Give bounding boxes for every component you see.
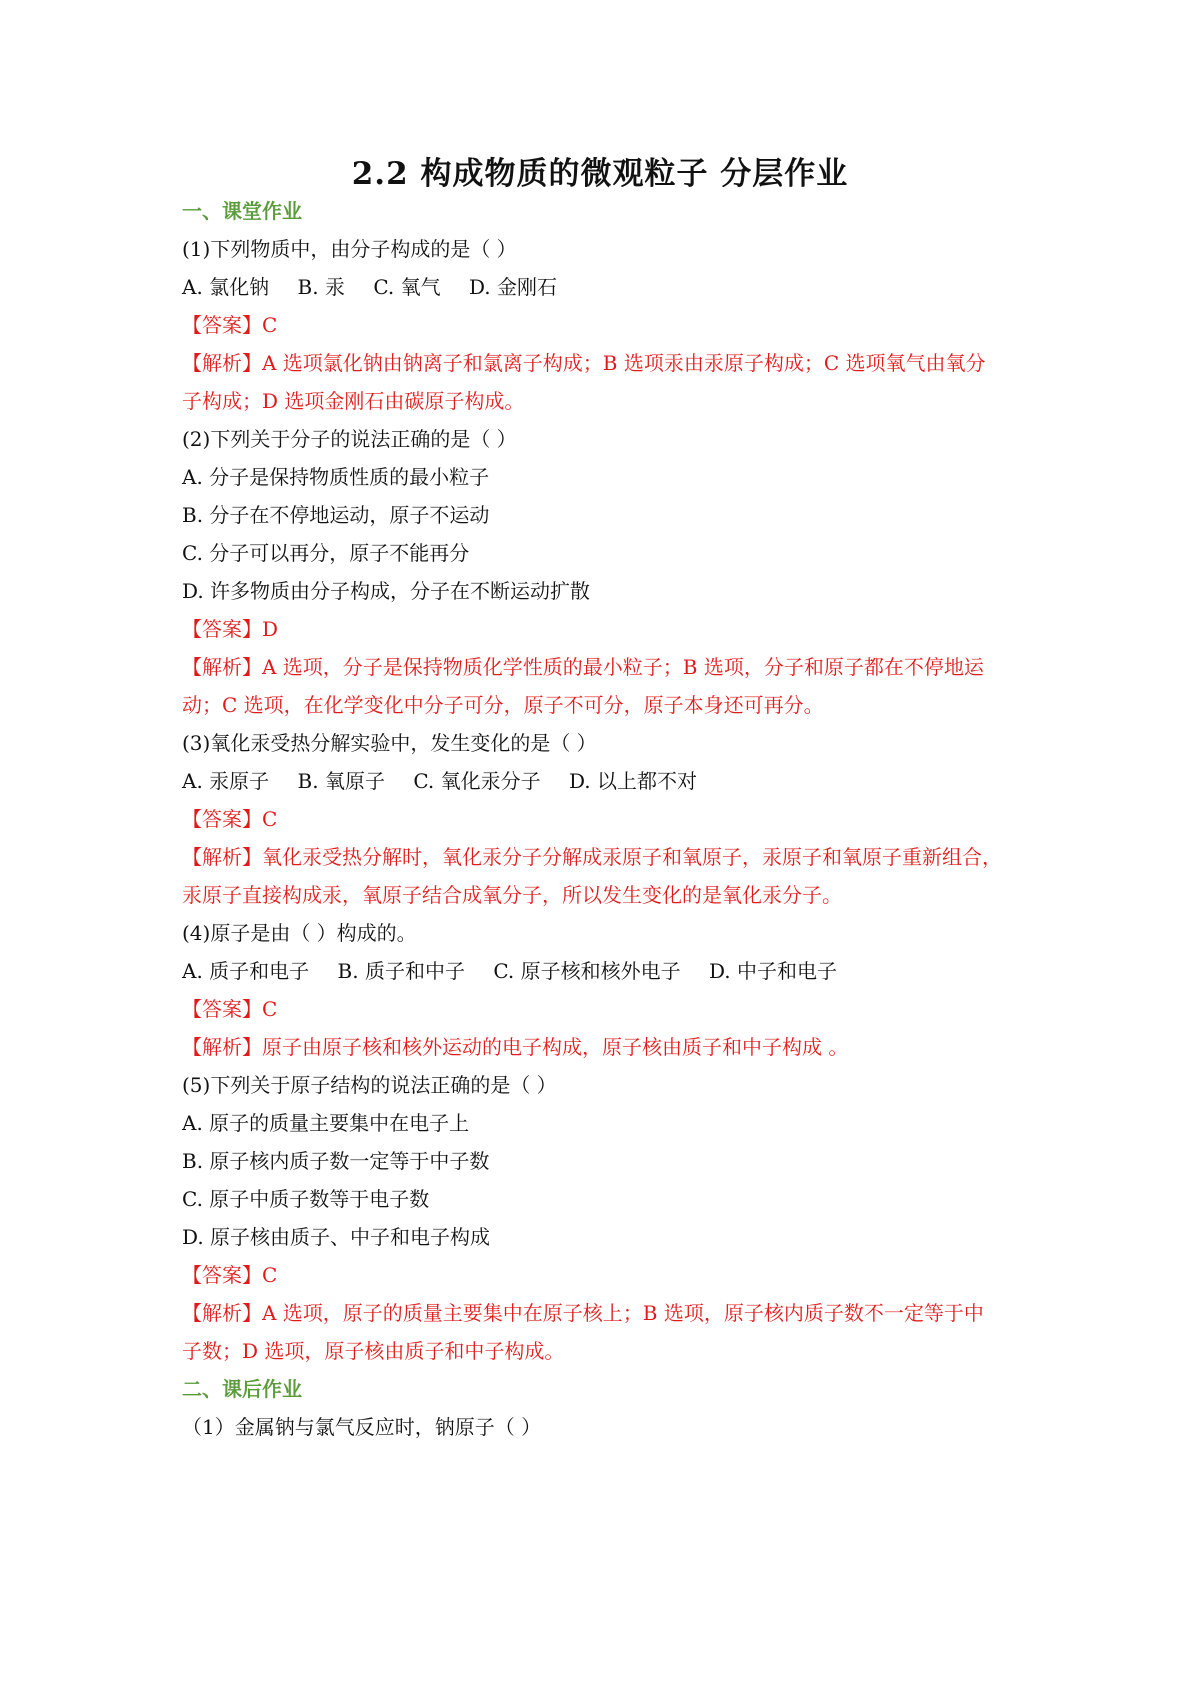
answer-tag: 【答案】	[182, 1263, 262, 1287]
section-heading-classwork: 一、课堂作业	[182, 199, 302, 223]
option-c: C. 原子核和核外电子	[493, 959, 681, 983]
question-5-option-c: C. 原子中质子数等于电子数	[182, 1187, 430, 1211]
question-5-option-d: D. 原子核由质子、中子和电子构成	[182, 1225, 491, 1249]
question-3-options	[182, 767, 1032, 795]
analysis-text: A 选项，分子是保持物质化学性质的最小粒子；B 选项，分子和原子都在不停地运	[262, 655, 984, 679]
option-c: C. 氧化汞分子	[413, 769, 541, 793]
question-5-answer	[182, 1261, 1032, 1289]
page-title: 2.2 构成物质的微观粒子 分层作业	[351, 156, 849, 192]
question-2-option-a: A. 分子是保持物质性质的最小粒子	[182, 465, 490, 489]
question-1-answer	[182, 311, 1032, 339]
question-1-analysis-line-2: 子构成；D 选项金刚石由碳原子构成。	[182, 389, 525, 413]
question-2-answer	[182, 615, 1032, 643]
analysis-tag: 【解析】	[182, 1301, 262, 1325]
homework-question-1-stem: （1）金属钠与氯气反应时，钠原子（ ）	[182, 1415, 542, 1439]
section-heading-homework: 二、课后作业	[182, 1377, 302, 1401]
question-4-options	[182, 957, 1032, 985]
analysis-tag: 【解析】	[182, 1035, 262, 1059]
question-5-analysis-line-1	[182, 1299, 1032, 1327]
analysis-text: 氧化汞受热分解时，氧化汞分子分解成汞原子和氧原子，汞原子和氧原子重新组合，	[262, 845, 1002, 869]
option-c: C. 氧气	[373, 275, 441, 299]
question-5-option-a: A. 原子的质量主要集中在电子上	[182, 1111, 470, 1135]
question-2-analysis-line-1	[182, 653, 1032, 681]
question-4-answer	[182, 995, 1032, 1023]
answer-tag: 【答案】	[182, 313, 262, 337]
option-a: A. 氯化钠	[182, 275, 270, 299]
analysis-tag: 【解析】	[182, 845, 262, 869]
option-b: B. 汞	[297, 275, 345, 299]
answer-tag: 【答案】	[182, 997, 262, 1021]
question-1-options	[182, 273, 1032, 301]
question-1-stem: (1)下列物质中，由分子构成的是（ ）	[182, 237, 517, 261]
analysis-text: 原子由原子核和核外运动的电子构成，原子核由质子和中子构成 。	[262, 1035, 849, 1059]
answer-tag: 【答案】	[182, 807, 262, 831]
question-4-analysis-line-1	[182, 1033, 1032, 1061]
question-2-analysis-line-2: 动；C 选项，在化学变化中分子可分，原子不可分，原子本身还可再分。	[182, 693, 824, 717]
answer-value: C	[262, 313, 278, 337]
option-d: D. 金刚石	[468, 275, 558, 299]
analysis-tag: 【解析】	[182, 351, 262, 375]
question-1-analysis-line-1	[182, 349, 1032, 377]
analysis-tag: 【解析】	[182, 655, 262, 679]
question-2-option-d: D. 许多物质由分子构成，分子在不断运动扩散	[182, 579, 591, 603]
question-3-analysis-line-1	[182, 843, 1032, 871]
question-2-stem: (2)下列关于分子的说法正确的是（ ）	[182, 427, 517, 451]
question-3-answer	[182, 805, 1032, 833]
question-4-stem: (4)原子是由（ ）构成的。	[182, 921, 417, 945]
question-3-analysis-line-2: 汞原子直接构成汞，氧原子结合成氧分子，所以发生变化的是氧化汞分子。	[182, 883, 842, 907]
answer-value: C	[262, 1263, 278, 1287]
option-d: D. 以上都不对	[568, 769, 698, 793]
option-b: B. 氧原子	[297, 769, 385, 793]
analysis-text: A 选项，原子的质量主要集中在原子核上；B 选项，原子核内质子数不一定等于中	[262, 1301, 984, 1325]
question-5-stem: (5)下列关于原子结构的说法正确的是（ ）	[182, 1073, 557, 1097]
option-a: A. 汞原子	[182, 769, 270, 793]
option-a: A. 质子和电子	[182, 959, 310, 983]
question-5-option-b: B. 原子核内质子数一定等于中子数	[182, 1149, 490, 1173]
analysis-text: A 选项氯化钠由钠离子和氯离子构成；B 选项汞由汞原子构成；C 选项氧气由氧分	[262, 351, 986, 375]
answer-value: C	[262, 807, 278, 831]
question-2-option-b: B. 分子在不停地运动，原子不运动	[182, 503, 490, 527]
option-b: B. 质子和中子	[337, 959, 465, 983]
question-2-option-c: C. 分子可以再分，原子不能再分	[182, 541, 470, 565]
option-d: D. 中子和电子	[708, 959, 838, 983]
answer-tag: 【答案】	[182, 617, 262, 641]
question-5-analysis-line-2: 子数；D 选项，原子核由质子和中子构成。	[182, 1339, 565, 1363]
answer-value: D	[262, 617, 279, 641]
answer-value: C	[262, 997, 278, 1021]
question-3-stem: (3)氧化汞受热分解实验中，发生变化的是（ ）	[182, 731, 597, 755]
